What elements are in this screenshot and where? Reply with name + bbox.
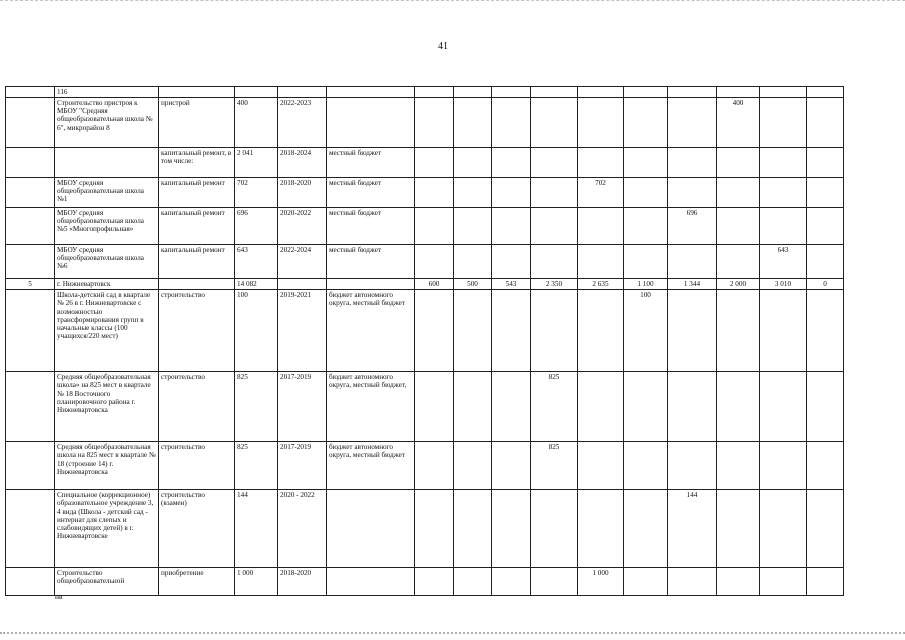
row-number-cell [6, 568, 55, 596]
year-value-cell [492, 568, 531, 596]
capacity-cell: 696 [235, 208, 278, 245]
year-value-cell [717, 245, 760, 279]
work-type-cell: капитальный ремонт [159, 178, 235, 208]
capacity-cell: 144 [235, 490, 278, 568]
object-name-cell: Школа-детский сад в квартале № 26 в г. Нижневартовске с возможностью трансформирования групп в начальные классы (100 учащихся/220 мест) [55, 290, 159, 372]
row-number-cell [6, 148, 55, 178]
year-value-cell: 2 350 [531, 279, 578, 290]
year-value-cell [578, 490, 624, 568]
year-value-cell [531, 98, 578, 148]
capacity-cell: 14 082 [235, 279, 278, 290]
year-value-cell [531, 568, 578, 596]
row-number-cell [6, 442, 55, 490]
funding-source-cell [327, 87, 415, 98]
work-type-cell: капитальный ремонт [159, 208, 235, 245]
period-cell: 2018-2020 [278, 568, 327, 596]
period-cell: 2020-2022 [278, 208, 327, 245]
object-name-cell: Средняя общеобразовательная школа на 825 мест в квартале № 18 (строение 14) г. Нижневартовска [55, 442, 159, 490]
period-cell [278, 279, 327, 290]
year-value-cell [668, 372, 717, 442]
year-value-cell [578, 245, 624, 279]
period-cell: 2022-2023 [278, 98, 327, 148]
year-value-cell [717, 148, 760, 178]
year-value-cell [807, 568, 844, 596]
period-cell [278, 87, 327, 98]
year-value-cell [454, 490, 492, 568]
year-value-cell [454, 98, 492, 148]
year-value-cell [624, 245, 668, 279]
work-type-cell: пристрой [159, 98, 235, 148]
work-type-cell: капитальный ремонт [159, 245, 235, 279]
year-value-cell [578, 87, 624, 98]
year-value-cell: 825 [531, 442, 578, 490]
period-cell: 2020 - 2022 [278, 490, 327, 568]
year-value-cell [492, 148, 531, 178]
year-value-cell [531, 178, 578, 208]
year-value-cell [807, 245, 844, 279]
year-value-cell [578, 442, 624, 490]
year-value-cell [578, 148, 624, 178]
year-value-cell [531, 208, 578, 245]
period-cell: 2022-2024 [278, 245, 327, 279]
year-value-cell [668, 178, 717, 208]
object-name-cell: г. Нижневартовск [55, 279, 159, 290]
year-value-cell [807, 208, 844, 245]
year-value-cell [668, 98, 717, 148]
year-value-cell [454, 87, 492, 98]
year-value-cell [624, 98, 668, 148]
object-name-cell: Средняя общеобразовательная школа» на 825 мест в квартале № 18 Восточного планировочного района г. Нижневартовска [55, 372, 159, 442]
year-value-cell: 543 [492, 279, 531, 290]
year-value-cell [807, 372, 844, 442]
year-value-cell: 1 000 [578, 568, 624, 596]
funding-source-cell [327, 98, 415, 148]
work-type-cell: капитальный ремонт, в том числе: [159, 148, 235, 178]
year-value-cell [454, 372, 492, 442]
work-type-cell: строительство [159, 442, 235, 490]
year-value-cell [668, 245, 717, 279]
capacity-cell: 100 [235, 290, 278, 372]
year-value-cell [717, 178, 760, 208]
period-cell: 2017-2019 [278, 372, 327, 442]
year-value-cell [717, 372, 760, 442]
funding-source-cell [327, 279, 415, 290]
year-value-cell [578, 290, 624, 372]
budget-table [5, 86, 844, 596]
year-value-cell [578, 372, 624, 442]
table-row [6, 442, 844, 490]
year-value-cell [760, 208, 807, 245]
year-value-cell [454, 442, 492, 490]
year-value-cell [624, 372, 668, 442]
year-value-cell [760, 442, 807, 490]
funding-source-cell: местный бюджет [327, 178, 415, 208]
year-value-cell: 144 [668, 490, 717, 568]
table-row [6, 148, 844, 178]
row-number-cell [6, 290, 55, 372]
year-value-cell [415, 208, 454, 245]
year-value-cell: 3 010 [760, 279, 807, 290]
period-cell: 2017-2019 [278, 442, 327, 490]
year-value-cell: 1 100 [624, 279, 668, 290]
work-type-cell: строительство [159, 290, 235, 372]
year-value-cell [492, 490, 531, 568]
object-name-cell: 116 [55, 87, 159, 98]
year-value-cell [624, 208, 668, 245]
table-row [6, 98, 844, 148]
year-value-cell [492, 372, 531, 442]
year-value-cell: 1 344 [668, 279, 717, 290]
work-type-cell: строительство (взамен) [159, 490, 235, 568]
year-value-cell: 600 [415, 279, 454, 290]
year-value-cell [668, 87, 717, 98]
year-value-cell [668, 442, 717, 490]
year-value-cell: 702 [578, 178, 624, 208]
year-value-cell [492, 245, 531, 279]
work-type-cell [159, 279, 235, 290]
row-number-cell [6, 208, 55, 245]
scan-top-edge [0, 0, 905, 7]
year-value-cell [415, 98, 454, 148]
year-value-cell [717, 568, 760, 596]
year-value-cell [807, 178, 844, 208]
year-value-cell [760, 372, 807, 442]
capacity-cell [235, 87, 278, 98]
year-value-cell [624, 178, 668, 208]
year-value-cell [454, 290, 492, 372]
year-value-cell [760, 148, 807, 178]
year-value-cell [454, 568, 492, 596]
year-value-cell: 400 [717, 98, 760, 148]
year-value-cell: 500 [454, 279, 492, 290]
row-number-cell [6, 490, 55, 568]
year-value-cell: 0 [807, 279, 844, 290]
row-number-cell: 5 [6, 279, 55, 290]
year-value-cell [415, 442, 454, 490]
object-name-cell [55, 148, 159, 178]
year-value-cell [717, 87, 760, 98]
table-row [6, 245, 844, 279]
year-value-cell: 825 [531, 372, 578, 442]
year-value-cell [624, 490, 668, 568]
year-value-cell [492, 290, 531, 372]
work-type-cell: строительство [159, 372, 235, 442]
year-value-cell [807, 290, 844, 372]
work-type-cell: приобретение [159, 568, 235, 596]
year-value-cell [415, 245, 454, 279]
year-value-cell [760, 568, 807, 596]
table-row [6, 372, 844, 442]
year-value-cell [807, 148, 844, 178]
page-number: 41 [438, 41, 448, 52]
year-value-cell [807, 442, 844, 490]
object-name-cell: Строительство общеобразовательной [55, 568, 159, 596]
year-value-cell [531, 87, 578, 98]
year-value-cell [531, 148, 578, 178]
year-value-cell [454, 148, 492, 178]
work-type-cell [159, 87, 235, 98]
year-value-cell [624, 568, 668, 596]
year-value-cell [492, 208, 531, 245]
year-value-cell [717, 442, 760, 490]
table-row [6, 178, 844, 208]
capacity-cell: 1 000 [235, 568, 278, 596]
object-name-cell: МБОУ средняя общеобразовательная школа №1 [55, 178, 159, 208]
capacity-cell: 825 [235, 442, 278, 490]
table-row [6, 208, 844, 245]
year-value-cell [624, 442, 668, 490]
row-number-cell [6, 245, 55, 279]
year-value-cell [760, 490, 807, 568]
scan-bottom-edge [0, 632, 905, 636]
year-value-cell [760, 87, 807, 98]
year-value-cell [624, 148, 668, 178]
year-value-cell [807, 490, 844, 568]
year-value-cell [668, 148, 717, 178]
funding-source-cell: местный бюджет [327, 208, 415, 245]
year-value-cell [807, 87, 844, 98]
table-body [6, 87, 844, 596]
year-value-cell [415, 568, 454, 596]
row-number-cell [6, 98, 55, 148]
year-value-cell [760, 178, 807, 208]
object-name-cell: МБОУ средняя общеобразовательная школа №6 [55, 245, 159, 279]
funding-source-cell: местный бюджет [327, 245, 415, 279]
table-row [6, 279, 844, 290]
funding-source-cell: местный бюджет [327, 148, 415, 178]
year-value-cell [415, 87, 454, 98]
year-value-cell [454, 208, 492, 245]
capacity-cell: 825 [235, 372, 278, 442]
table-row [6, 568, 844, 596]
row-number-cell [6, 178, 55, 208]
year-value-cell: 696 [668, 208, 717, 245]
year-value-cell [531, 490, 578, 568]
capacity-cell: 400 [235, 98, 278, 148]
year-value-cell [492, 98, 531, 148]
table-row [6, 490, 844, 568]
capacity-cell: 643 [235, 245, 278, 279]
year-value-cell [807, 98, 844, 148]
year-value-cell [717, 490, 760, 568]
year-value-cell: 100 [624, 290, 668, 372]
year-value-cell [415, 148, 454, 178]
object-name-cell: Строительство пристроя к МБОУ "Средняя общеобразовательная школа № 6", микрорайон 8 [55, 98, 159, 148]
period-cell: 2018-2020 [278, 178, 327, 208]
year-value-cell: 2 000 [717, 279, 760, 290]
year-value-cell [492, 442, 531, 490]
year-value-cell [717, 290, 760, 372]
capacity-cell: 2 041 [235, 148, 278, 178]
year-value-cell [668, 568, 717, 596]
table-row [6, 290, 844, 372]
funding-source-cell: бюджет автономного округа, местный бюджет [327, 442, 415, 490]
year-value-cell [760, 98, 807, 148]
year-value-cell [717, 208, 760, 245]
capacity-cell: 702 [235, 178, 278, 208]
footer-mark: нв [55, 592, 63, 601]
year-value-cell [760, 290, 807, 372]
funding-source-cell [327, 568, 415, 596]
year-value-cell [531, 245, 578, 279]
year-value-cell [415, 490, 454, 568]
funding-source-cell: бюджет автономного округа, местный бюджет [327, 290, 415, 372]
year-value-cell [578, 208, 624, 245]
year-value-cell [454, 245, 492, 279]
year-value-cell [492, 87, 531, 98]
object-name-cell: Специальное (коррекционное) образовательное учреждение 3, 4 вида (Школа - детский сад - интернат для слепых и слабовидящих детей) в г. Нижневартовске [55, 490, 159, 568]
year-value-cell [415, 290, 454, 372]
year-value-cell [415, 372, 454, 442]
row-number-cell [6, 87, 55, 98]
year-value-cell: 2 635 [578, 279, 624, 290]
year-value-cell [578, 98, 624, 148]
year-value-cell [454, 178, 492, 208]
table-row [6, 87, 844, 98]
year-value-cell [668, 290, 717, 372]
row-number-cell [6, 372, 55, 442]
object-name-cell: МБОУ средняя общеобразовательная школа №5 «Многопрофильная» [55, 208, 159, 245]
year-value-cell [624, 87, 668, 98]
period-cell: 2018-2024 [278, 148, 327, 178]
year-value-cell: 643 [760, 245, 807, 279]
year-value-cell [415, 178, 454, 208]
funding-source-cell: бюджет автономного округа, местный бюджет, [327, 372, 415, 442]
funding-source-cell [327, 490, 415, 568]
period-cell: 2019-2021 [278, 290, 327, 372]
year-value-cell [492, 178, 531, 208]
year-value-cell [531, 290, 578, 372]
